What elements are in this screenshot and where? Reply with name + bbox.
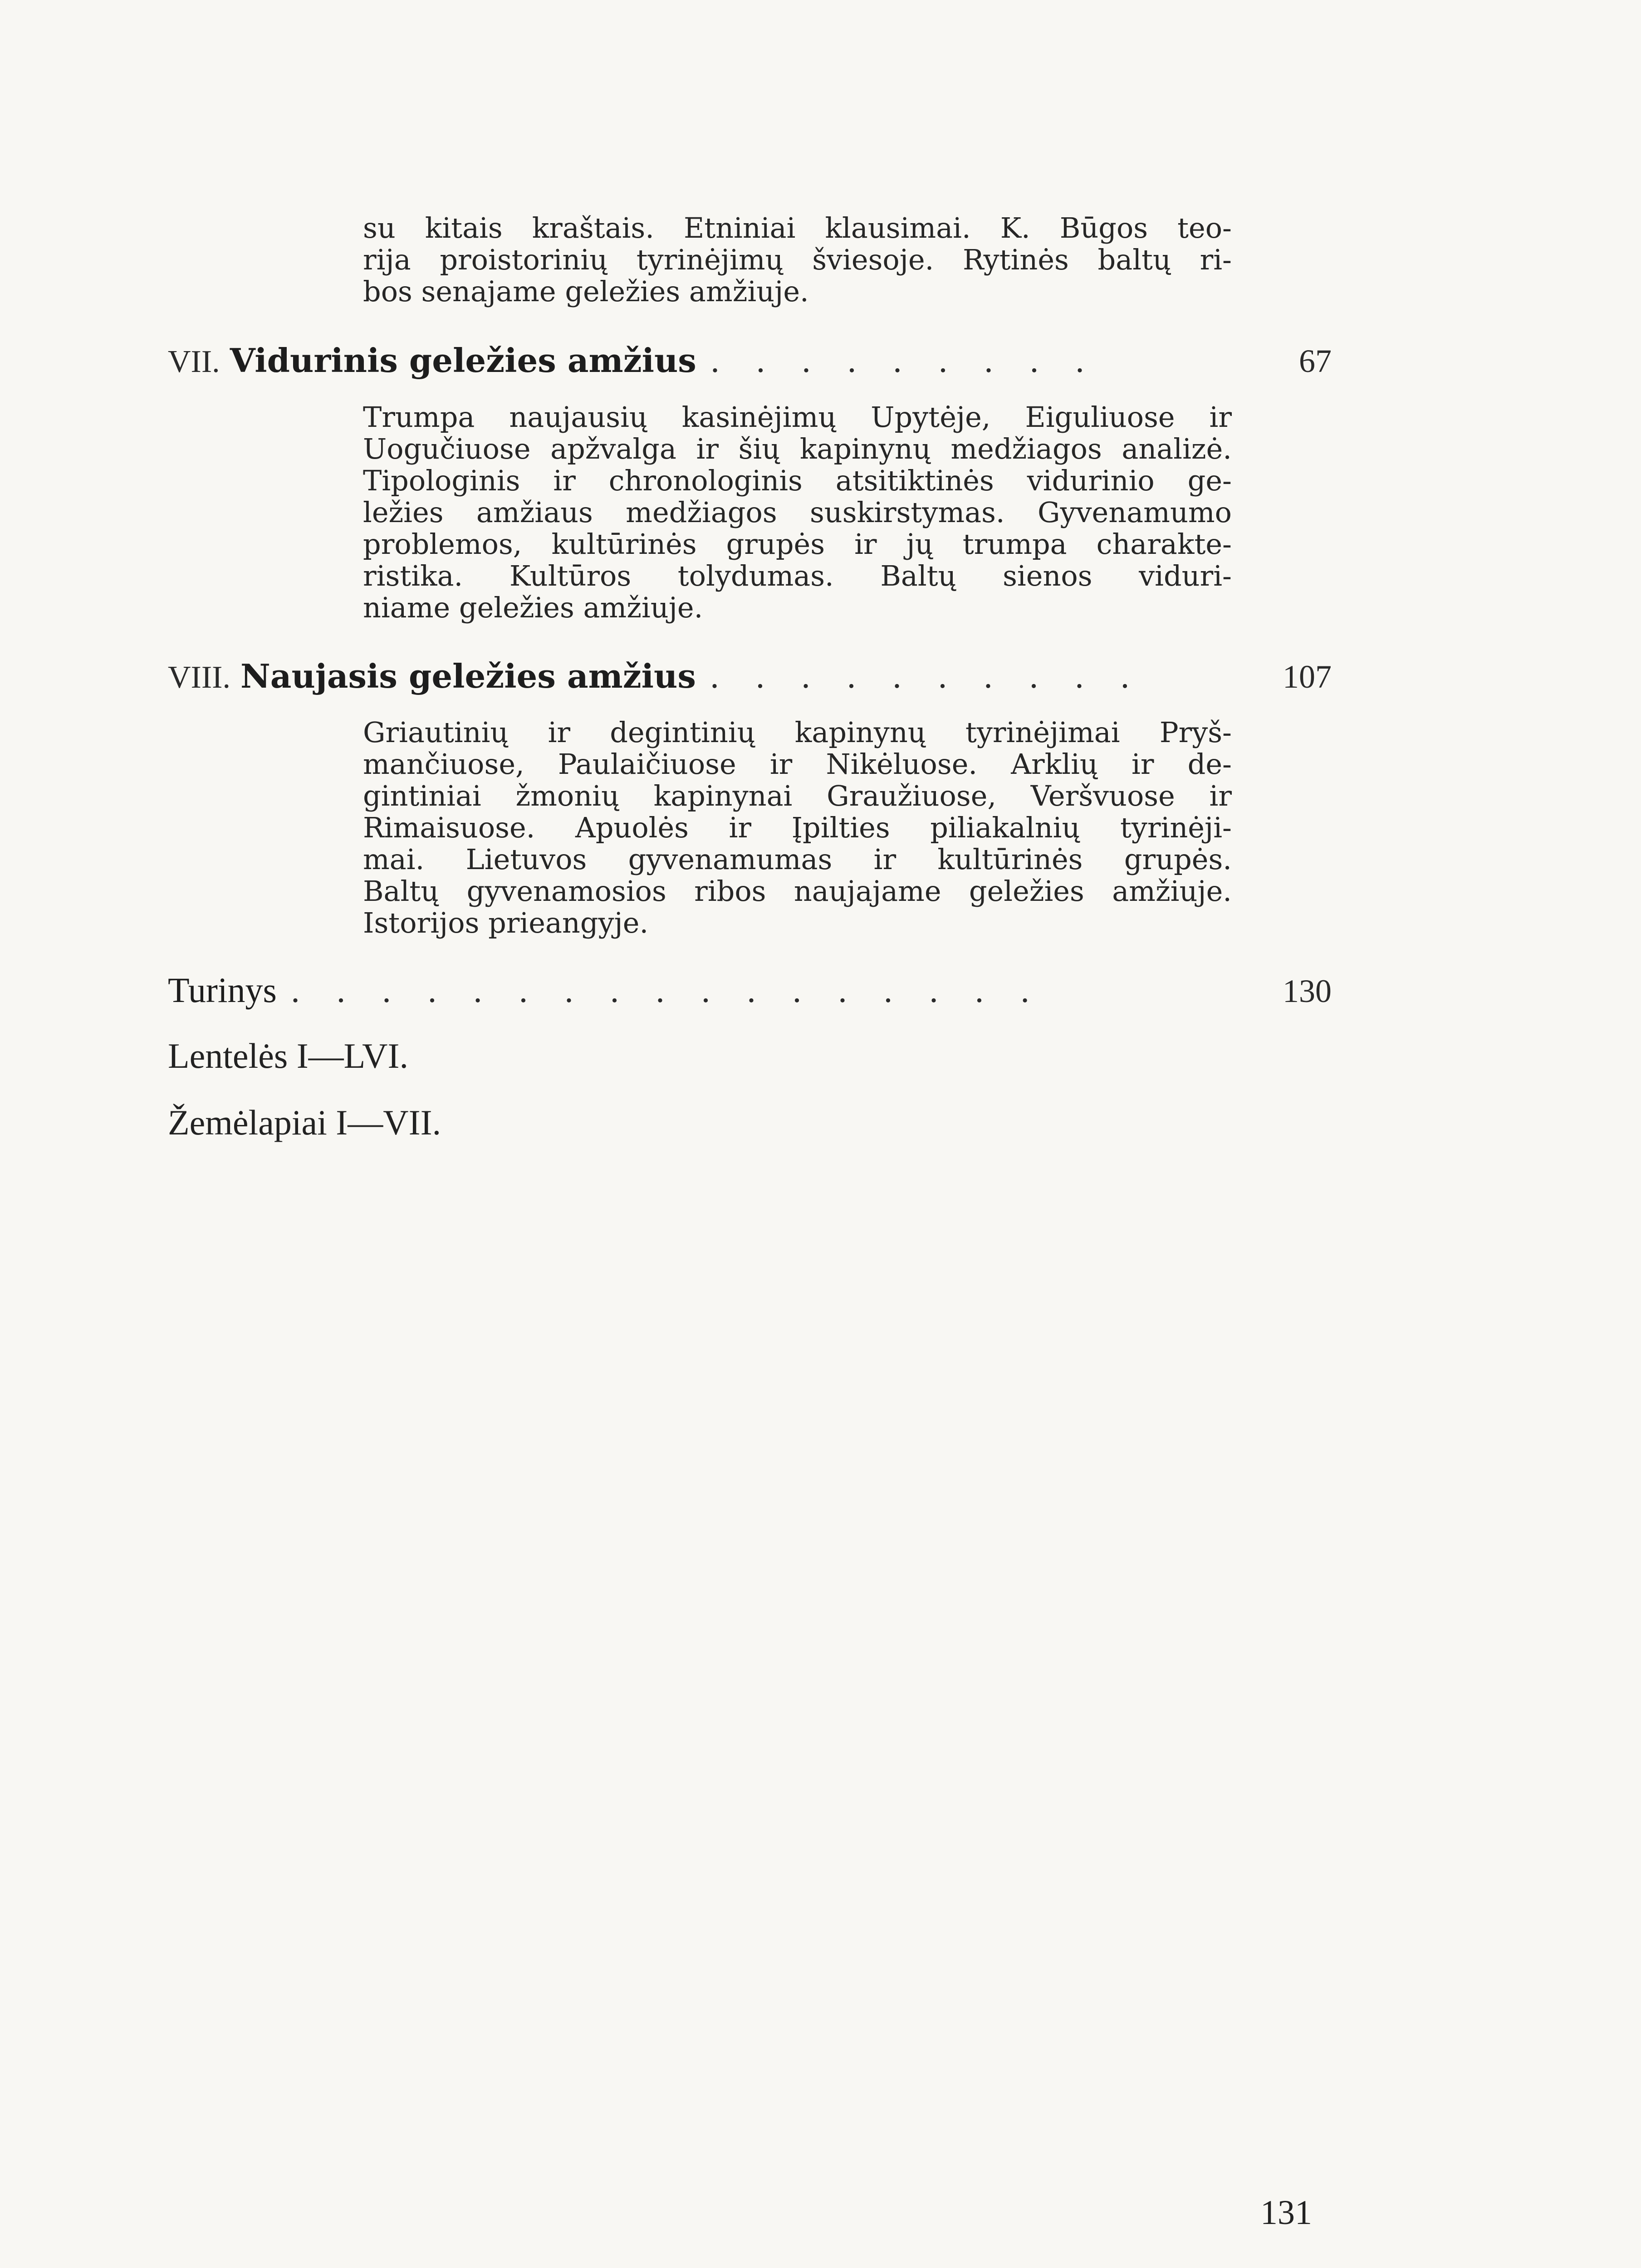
intro-line-2: rija proistorinių tyrinėjimų šviesoje. Rytinės baltų ri- <box>363 243 1232 276</box>
toc-entry-zemelapiai: Žemėlapiai I—VII. <box>168 1103 441 1142</box>
chapter-page-number: 107 <box>1283 659 1332 695</box>
turinys-title: Turinys <box>168 970 277 1010</box>
chapter-viii-line-2: mančiuose, Paulaičiuose ir Nikėluose. Arklių ir de- <box>363 748 1232 781</box>
chapter-viii-line-7: Istorijos prieangyje. <box>363 906 649 939</box>
chapter-vii-line-2: Uogučiuose apžvalga ir šių kapinynų medžiagos analizė. <box>363 432 1232 465</box>
chapter-viii-line-4: Rimaisuose. Apuolės ir Įpilties piliakalnių tyrinėji- <box>363 811 1232 844</box>
chapter-vii-line-1: Trumpa naujausių kasinėjimų Upytėje, Eiguliuose ir <box>363 401 1232 434</box>
toc-entry-turinys <box>168 970 1332 1015</box>
chapter-vii-line-3: Tipologinis ir chronologinis atsitiktinės vidurinio ge- <box>363 464 1232 497</box>
toc-entry-chapter-viii <box>168 657 1332 702</box>
turinys-page-number: 130 <box>1283 973 1332 1009</box>
chapter-number: VIII. <box>168 660 230 695</box>
leader-dots: . . . . . . . . . . . . . . . . . <box>290 973 1043 1010</box>
toc-entry-chapter-vii <box>168 341 1332 386</box>
chapter-vii-line-5: problemos, kultūrinės grupės ir jų trumpa charakte- <box>363 528 1232 561</box>
chapter-number: VII. <box>168 344 220 379</box>
chapter-viii-line-3: gintiniai žmonių kapinynai Graužiuose, Veršvuose ir <box>363 779 1232 812</box>
chapter-vii-line-4: ležies amžiaus medžiagos suskirstymas. Gyvenamumo <box>363 496 1232 529</box>
chapter-vii-description <box>363 401 1232 624</box>
leader-dots: . . . . . . . . . . <box>709 658 1143 695</box>
intro-line-1: su kitais kraštais. Etniniai klausimai. K. Būgos teo- <box>363 211 1232 244</box>
chapter-title: Vidurinis geležies amžius <box>230 341 696 380</box>
intro-line-3: bos senajame geležies amžiuje. <box>363 275 809 308</box>
chapter-vii-line-6: ristika. Kultūros tolydumas. Baltų sienos viduri- <box>363 559 1232 592</box>
chapter-viii-line-6: Baltų gyvenamosios ribos naujajame geležies amžiuje. <box>363 875 1232 908</box>
leader-dots: . . . . . . . . . <box>710 342 1098 380</box>
chapter-title: Naujasis geležies amžius <box>240 657 696 695</box>
toc-entry-lenteles: Lentelės I—LVI. <box>168 1036 408 1075</box>
chapter-viii-line-1: Griautinių ir degintinių kapinynų tyrinėjimai Pryš- <box>363 716 1232 749</box>
page-number: 131 <box>1260 2194 1312 2232</box>
chapter-viii-description <box>363 717 1232 939</box>
chapter-page-number: 67 <box>1299 343 1332 379</box>
chapter-vii-line-7: niame geležies amžiuje. <box>363 591 703 624</box>
intro-description <box>363 212 1232 308</box>
chapter-viii-line-5: mai. Lietuvos gyvenamumas ir kultūrinės grupės. <box>363 843 1232 876</box>
